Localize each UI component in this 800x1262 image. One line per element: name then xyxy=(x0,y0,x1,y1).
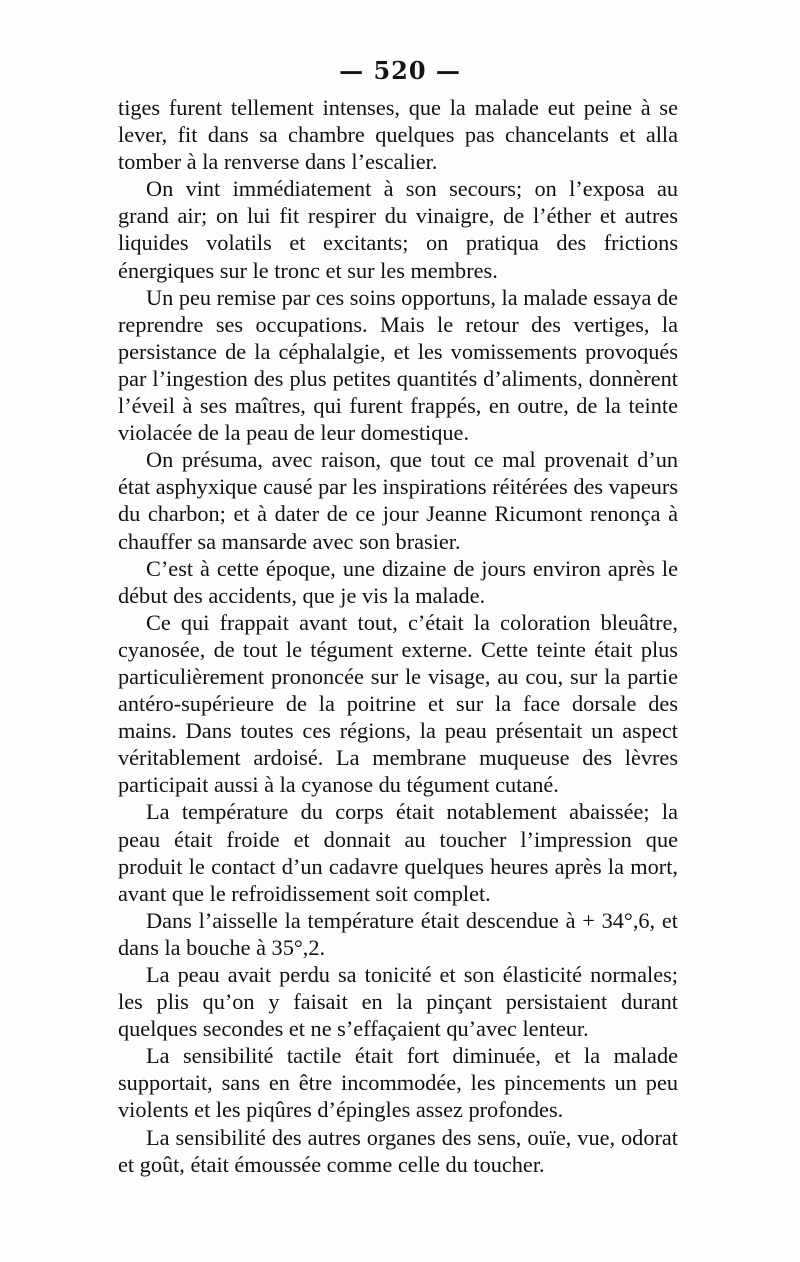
page-number: — 520 — xyxy=(339,56,461,85)
paragraph: Ce qui frappait avant tout, c’était la coloration bleuâtre, cyanosée, de tout le tégument externe. Cette teinte était plus particulièrement prononcée sur le visage, au cou, sur la partie antéro-supérieure de la poitrine et sur la face dorsale des mains. Dans toutes ces régions, la peau présentait un aspect véritablement ardoisé. La membrane muqueuse des lèvres participait aussi à la cyanose du tégument cutané. xyxy=(118,609,678,798)
paragraph: Un peu remise par ces soins opportuns, la malade essaya de reprendre ses occupations. Mais le retour des vertiges, la persistance de la céphalalgie, et les vomissements provoqués par l’ingestion des plus petites quantités d’aliments, donnèrent l’éveil à ses maîtres, qui furent frappés, en outre, de la teinte violacée de la peau de leur domestique. xyxy=(118,284,678,446)
paragraph: C’est à cette époque, une dizaine de jours environ après le début des accidents, que je vis la malade. xyxy=(118,555,678,608)
paragraph: La sensibilité tactile était fort diminuée, et la malade supportait, sans en être incommodée, les pincements un peu violents et les piqûres d’épingles assez profondes. xyxy=(118,1043,678,1123)
paragraph: La sensibilité des autres organes des sens, ouïe, vue, odorat et goût, était émoussée comme celle du toucher. xyxy=(118,1124,678,1177)
paragraph: On présuma, avec raison, que tout ce mal provenait d’un état asphyxique causé par les inspirations réitérées des vapeurs du charbon; et à dater de ce jour Jeanne Ricumont renonça à chauffer sa mansarde avec son brasier. xyxy=(118,447,678,554)
paragraph: Dans l’aisselle la température était descendue à + 34°,6, et dans la bouche à 35°,2. xyxy=(118,907,678,960)
paragraph-continued: tiges furent tellement intenses, que la malade eut peine à se lever, fit dans sa chambre quelques pas chancelants et alla tomber à la renverse dans l’escalier. xyxy=(118,95,678,175)
paragraph: La peau avait perdu sa tonicité et son élasticité normales; les plis qu’on y faisait en la pinçant persistaient durant quelques secondes et ne s’effaçaient qu’avec lenteur. xyxy=(118,962,678,1042)
paragraph: On vint immédiatement à son secours; on l’exposa au grand air; on lui fit respirer du vinaigre, de l’éther et autres liquides volatils et excitants; on pratiqua des frictions énergiques sur le tronc et sur les membres. xyxy=(118,176,678,283)
paragraph: La température du corps était notablement abaissée; la peau était froide et donnait au toucher l’impression que produit le contact d’un cadavre quelques heures après la mort, avant que le refroidissement soit complet. xyxy=(118,799,678,906)
body-text xyxy=(118,94,678,1178)
